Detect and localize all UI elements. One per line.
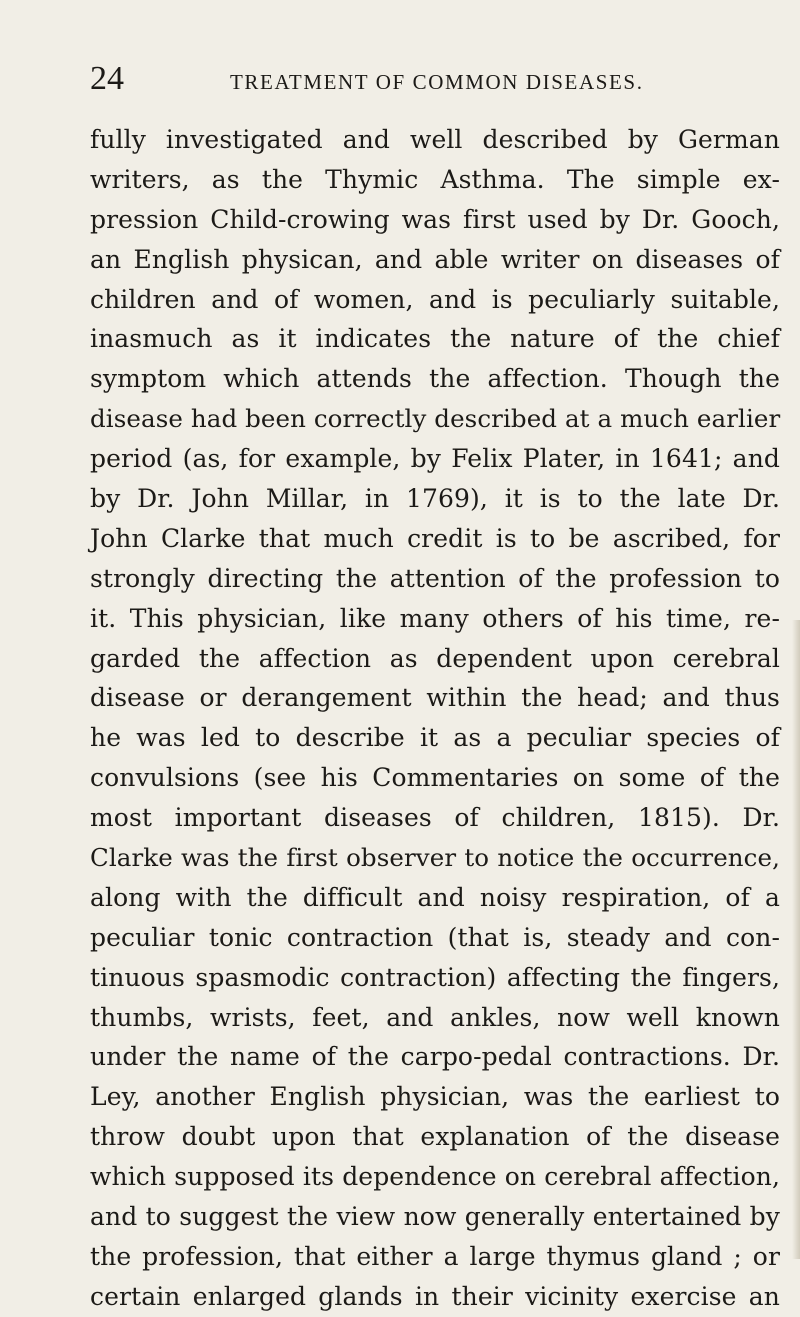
text-line: most important diseases of children, 1815). Dr.	[90, 803, 780, 833]
text-line: Clarke was the first observer to notice the occurrence,	[90, 843, 780, 873]
text-line: period (as, for example, by Felix Plater, in 1641; and	[90, 444, 780, 474]
text-line: convulsions (see his Commentaries on some of the	[90, 763, 780, 793]
body-text	[90, 120, 780, 1317]
running-head-title: TREATMENT OF COMMON DISEASES.	[230, 70, 644, 94]
text-line: and to suggest the view now generally entertained by	[90, 1202, 780, 1232]
text-line: inasmuch as it indicates the nature of the chief	[90, 324, 780, 354]
text-line: he was led to describe it as a peculiar species of	[90, 723, 780, 753]
page-number: 24	[90, 60, 124, 97]
text-line: along with the difficult and noisy respiration, of a	[90, 882, 780, 912]
page-edge-shadow	[792, 620, 800, 1259]
text-line: symptom which attends the affection. Though the	[90, 364, 780, 394]
text-line: garded the affection as dependent upon cerebral	[90, 643, 780, 673]
text-line: disease or derangement within the head; and thus	[90, 683, 780, 713]
text-line: fully investigated and well described by German	[90, 125, 780, 154]
text-line: tinuous spasmodic contraction) affecting the fingers,	[90, 962, 780, 992]
text-line: which supposed its dependence on cerebral affection,	[90, 1162, 780, 1192]
text-line: peculiar tonic contraction (that is, steady and con-	[90, 922, 780, 952]
text-line: an English physican, and able writer on diseases of	[90, 244, 780, 274]
text-line: children and of women, and is peculiarly suitable,	[90, 284, 780, 314]
text-line: certain enlarged glands in their vicinity exercise an	[90, 1281, 780, 1311]
running-head	[90, 62, 670, 102]
text-line: thumbs, wrists, feet, and ankles, now well known	[90, 1002, 780, 1032]
text-line: by Dr. John Millar, in 1769), it is to the late Dr.	[90, 484, 780, 514]
text-line: pression Child-crowing was first used by Dr. Gooch,	[90, 204, 780, 234]
text-line: John Clarke that much credit is to be ascribed, for	[90, 523, 780, 553]
text-line: strongly directing the attention of the profession to	[90, 563, 780, 593]
text-line: under the name of the carpo-pedal contractions. Dr.	[90, 1042, 780, 1072]
text-line: the profession, that either a large thymus gland ; or	[90, 1241, 780, 1271]
text-line: writers, as the Thymic Asthma. The simple ex-	[90, 164, 780, 194]
text-line: throw doubt upon that explanation of the disease	[90, 1122, 780, 1152]
text-line: it. This physician, like many others of his time, re-	[90, 603, 780, 633]
text-line: disease had been correctly described at a much earlier	[90, 404, 781, 434]
text-line: Ley, another English physician, was the earliest to	[90, 1082, 780, 1112]
